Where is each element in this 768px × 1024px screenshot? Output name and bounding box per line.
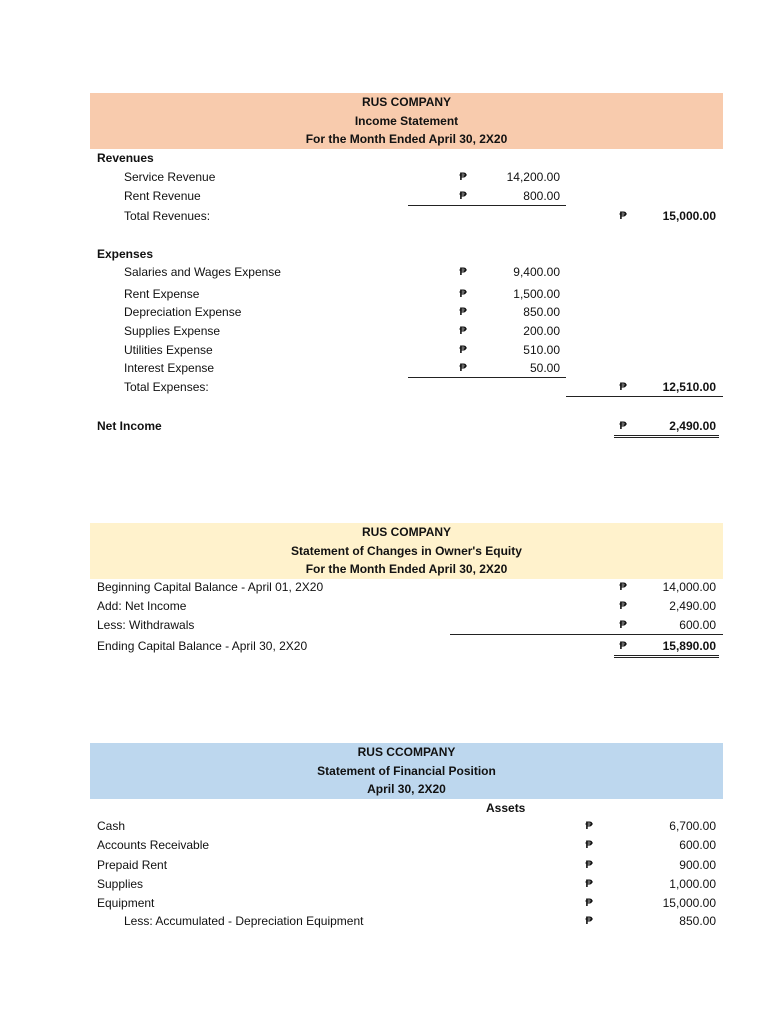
prepaid-rent-label: Prepaid Rent <box>97 858 168 872</box>
net-income-label: Net Income <box>97 419 162 433</box>
rent-expense-label: Rent Expense <box>124 287 200 301</box>
peso-icon: ₱ <box>459 190 467 202</box>
salaries-amount: 9,400.00 <box>513 265 560 279</box>
beginning-capital-label: Beginning Capital Balance - April 01, 2X20 <box>97 580 324 594</box>
withdrawals-label: Less: Withdrawals <box>97 618 195 632</box>
subtotal-rule <box>408 205 566 206</box>
accounts-receivable-amount: 600.00 <box>679 838 716 852</box>
peso-icon: ₱ <box>459 362 467 374</box>
subtotal-rule <box>408 377 566 378</box>
accumulated-depreciation-label: Less: Accumulated - Depreciation Equipment <box>124 914 364 928</box>
statement-period: For the Month Ended April 30, 2X20 <box>305 562 508 576</box>
add-net-income-amount: 2,490.00 <box>669 599 716 613</box>
peso-icon: ₱ <box>585 897 593 909</box>
rent-expense-amount: 1,500.00 <box>513 287 560 301</box>
peso-icon: ₱ <box>619 640 627 652</box>
double-underline <box>614 435 719 438</box>
equipment-label: Equipment <box>97 896 155 910</box>
rent-revenue-label: Rent Revenue <box>124 189 201 203</box>
company-name: RUS CCOMPANY <box>357 745 456 759</box>
total-expenses-label: Total Expenses: <box>124 380 209 394</box>
supplies-label: Supplies <box>97 877 144 891</box>
peso-icon: ₱ <box>585 859 593 871</box>
ending-capital-amount: 15,890.00 <box>662 639 716 653</box>
supplies-expense-label: Supplies Expense <box>124 324 221 338</box>
total-rule <box>566 396 723 397</box>
peso-icon: ₱ <box>619 619 627 631</box>
total-expenses-amount: 12,510.00 <box>662 380 716 394</box>
prepaid-rent-amount: 900.00 <box>679 858 716 872</box>
cash-label: Cash <box>97 819 126 833</box>
total-revenues-amount: 15,000.00 <box>662 209 716 223</box>
financial-position-header <box>90 743 723 799</box>
salaries-label: Salaries and Wages Expense <box>124 265 281 279</box>
interest-amount: 50.00 <box>529 361 560 375</box>
peso-icon: ₱ <box>459 325 467 337</box>
withdrawals-amount: 600.00 <box>679 618 716 632</box>
net-income-amount: 2,490.00 <box>669 419 716 433</box>
beginning-capital-amount: 14,000.00 <box>662 580 716 594</box>
peso-icon: ₱ <box>459 344 467 356</box>
expenses-heading: Expenses <box>97 247 154 261</box>
peso-icon: ₱ <box>459 171 467 183</box>
peso-icon: ₱ <box>585 820 593 832</box>
statement-date: April 30, 2X20 <box>367 782 446 796</box>
supplies-expense-amount: 200.00 <box>523 324 560 338</box>
subtotal-rule <box>450 634 723 635</box>
peso-icon: ₱ <box>585 839 593 851</box>
company-name: RUS COMPANY <box>361 95 452 109</box>
peso-icon: ₱ <box>585 878 593 890</box>
depreciation-amount: 850.00 <box>523 305 560 319</box>
equipment-amount: 15,000.00 <box>662 896 716 910</box>
total-revenues-label: Total Revenues: <box>124 209 211 223</box>
peso-icon: ₱ <box>459 288 467 300</box>
accounts-receivable-label: Accounts Receivable <box>97 838 210 852</box>
assets-heading: Assets <box>486 801 526 815</box>
peso-icon: ₱ <box>585 915 593 927</box>
peso-icon: ₱ <box>619 381 627 393</box>
statement-title: Statement of Financial Position <box>317 763 496 778</box>
peso-icon: ₱ <box>459 266 467 278</box>
statement-title: Statement of Changes in Owner's Equity <box>291 543 522 558</box>
peso-icon: ₱ <box>619 600 627 612</box>
ending-capital-label: Ending Capital Balance - April 30, 2X20 <box>97 639 308 653</box>
depreciation-label: Depreciation Expense <box>124 305 242 319</box>
peso-icon: ₱ <box>619 420 627 432</box>
supplies-amount: 1,000.00 <box>669 877 716 891</box>
company-name: RUS COMPANY <box>361 525 452 539</box>
add-net-income-label: Add: Net Income <box>97 599 187 613</box>
utilities-amount: 510.00 <box>523 343 560 357</box>
peso-icon: ₱ <box>619 210 627 222</box>
equity-statement-header <box>90 523 723 579</box>
rent-revenue-amount: 800.00 <box>523 189 560 203</box>
utilities-label: Utilities Expense <box>124 343 213 357</box>
interest-label: Interest Expense <box>124 361 215 375</box>
accumulated-depreciation-amount: 850.00 <box>679 914 716 928</box>
revenues-heading: Revenues <box>97 151 154 165</box>
statement-title: Income Statement <box>354 113 459 128</box>
service-revenue-amount: 14,200.00 <box>506 170 560 184</box>
cash-amount: 6,700.00 <box>669 819 716 833</box>
service-revenue-label: Service Revenue <box>124 170 216 184</box>
statement-period: For the Month Ended April 30, 2X20 <box>305 132 508 146</box>
double-underline <box>614 655 719 658</box>
peso-icon: ₱ <box>619 581 627 593</box>
income-statement-header <box>90 93 723 149</box>
peso-icon: ₱ <box>459 306 467 318</box>
